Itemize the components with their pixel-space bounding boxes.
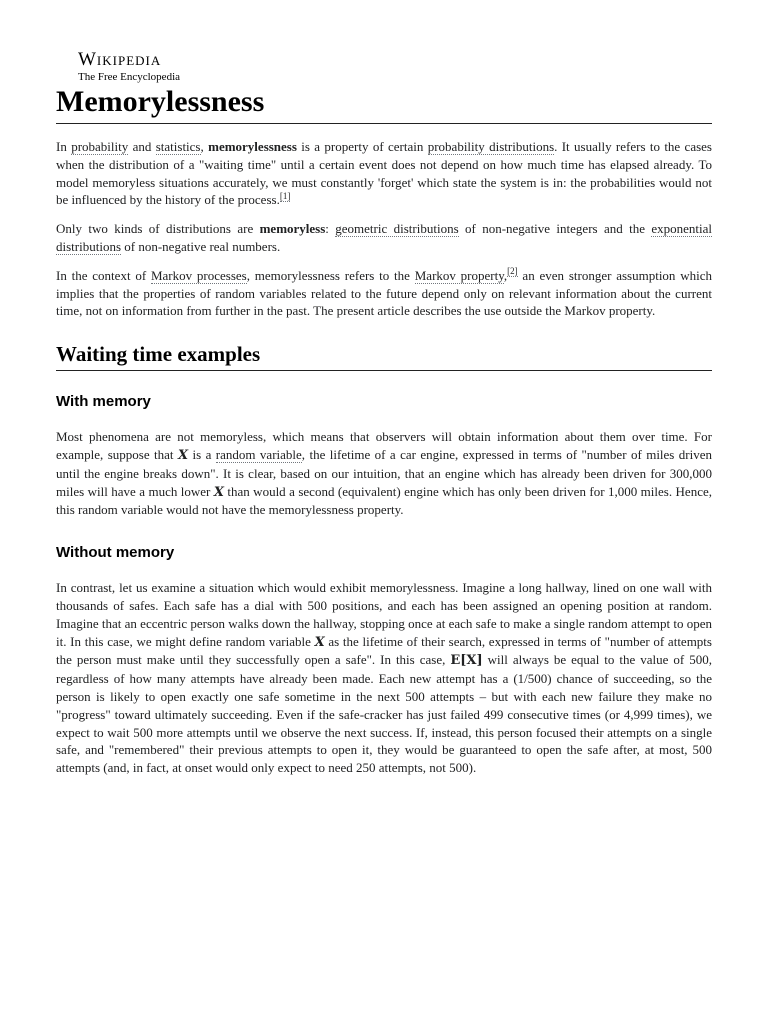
text: of non-negative integers and the	[458, 221, 652, 237]
text: :	[325, 221, 336, 237]
link-exponential-distributions[interactable]: exponential distributions	[56, 221, 712, 254]
without-memory-paragraph	[56, 579, 712, 777]
text: . It usually refers to the cases when the distribution of a "waiting time" until a certain event does not depend on how much time has elapsed already. To model memoryless situations accurately, we must constantly 'forget' which state the system is in: the probabilities would not be influenced by the history of the process.	[56, 139, 712, 208]
link-probability-distributions[interactable]: probability distributions	[427, 139, 555, 154]
text: , the lifetime of a car engine, expressed in terms of "number of miles driven until the engine breaks down". It is clear, based on our intuition, that an engine which has already been driven for 300,000 miles will have a much lower	[56, 446, 713, 499]
math-variable: X	[213, 484, 224, 500]
text: of non-negative real numbers.	[121, 238, 281, 254]
link-markov-processes[interactable]: Markov processes	[150, 267, 247, 283]
intro-paragraph-2	[56, 220, 712, 256]
link-statistics[interactable]: statistics	[155, 139, 201, 154]
text: and	[128, 139, 156, 154]
text: an even stronger assumption which implies that the properties of random variables related to the future depend only on relevant information about the current time, not on information from further in the past. The present article describes the use outside the Markov property.	[56, 267, 712, 319]
with-memory-paragraph	[56, 428, 712, 519]
logo-tagline: The Free Encyclopedia	[78, 71, 181, 83]
link-random-variable[interactable]: random variable	[215, 446, 302, 462]
math-variable: X	[177, 447, 189, 463]
text: will always be equal to the value of 500, regardless of how many attempts have already been made. Each new attempt has a (1/500) chance of succeeding, so the person is likely to open exactly one safe sometime in the next 500 attempts – but with each new failure they make no "progress" toward ultimately succeeding. Even if the safe-cracker has just failed 499 consecutive times (or 4,999 times), we expect to wait 500 more attempts until we observe the next success. If, instead, this person focused their attempts on a single safe, and "remembered" their previous attempts to open it, they would be guaranteed to open the safe after, at most, 500 attempts (and, in fact, at onset would only expect to need 250 attempts, not 500).	[56, 652, 712, 776]
subsection-heading-without-memory: Without memory	[56, 544, 175, 562]
intro-paragraph-1	[56, 138, 712, 209]
logo-wordmark: Wikipedia	[78, 49, 162, 70]
text: ,	[503, 267, 508, 283]
section-heading-waiting-time: Waiting time examples	[56, 341, 712, 371]
math-variable: X	[314, 634, 325, 650]
bold-term: memorylessness	[208, 139, 297, 154]
text: as the lifetime of their search, expressed in terms of "number of attempts the person must make until they successfully open a safe". In this case,	[56, 633, 712, 668]
math-expectation: E[X]	[450, 653, 483, 669]
bold-term: memoryless	[259, 221, 326, 237]
text: In	[56, 139, 72, 154]
reference-1[interactable]: [1]	[279, 191, 291, 202]
text: Most phenomena are not memoryless, which means that observers will obtain information about them over time. For example, suppose that	[56, 429, 712, 462]
text: In the context of	[56, 267, 151, 283]
text: ,	[200, 139, 209, 154]
link-geometric-distributions[interactable]: geometric distributions	[335, 221, 459, 237]
wikipedia-logo[interactable]	[78, 50, 180, 83]
text: is a property of certain	[296, 139, 428, 154]
text: is a	[188, 446, 216, 462]
subsection-heading-with-memory: With memory	[56, 393, 151, 411]
intro-paragraph-3	[56, 267, 712, 320]
page-title: Memorylessness	[56, 82, 712, 124]
text: than would a second (equivalent) engine which has only been driven for 1,000 miles. Hence, this random variable would not have the memorylessness property.	[56, 483, 712, 518]
text: In contrast, let us examine a situation which would exhibit memorylessness. Imagine a long hallway, lined on one wall with thousands of safes. Each safe has a dial with 500 positions, and each has been assigned an opening position at random. Imagine that an eccentric person walks down the hallway, stopping once at each safe to make a single random attempt to open it. In this case, we might define random variable	[56, 580, 712, 649]
text: Only two kinds of distributions are	[56, 221, 260, 237]
link-probability[interactable]: probability	[71, 139, 129, 154]
article-body	[56, 138, 712, 788]
link-markov-property[interactable]: Markov property	[414, 267, 504, 283]
reference-2[interactable]: [2]	[507, 266, 518, 277]
text: , memorylessness refers to the	[246, 267, 415, 283]
